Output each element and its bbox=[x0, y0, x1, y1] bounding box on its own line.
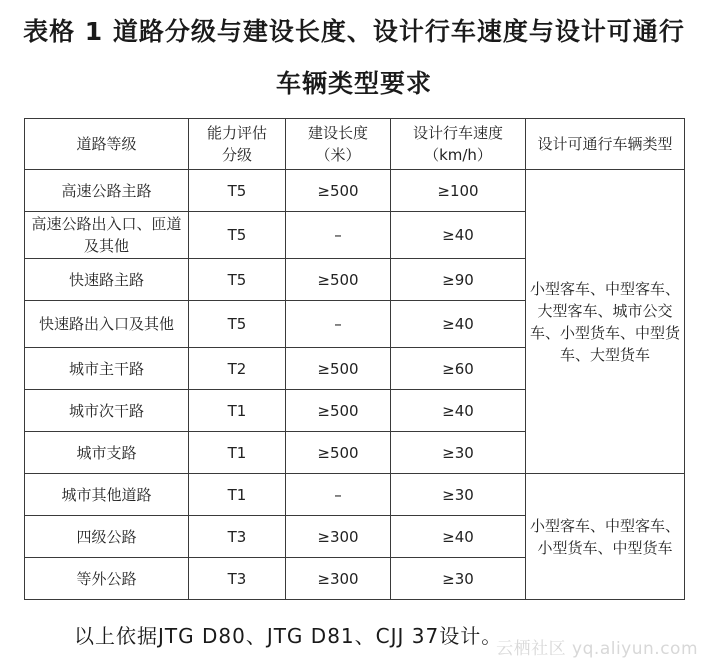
cell-grade: T1 bbox=[189, 432, 286, 474]
cell-length: ≥300 bbox=[286, 516, 391, 558]
cell-speed: ≥60 bbox=[391, 348, 526, 390]
watermark: 云栖社区 yq.aliyun.com bbox=[496, 639, 698, 659]
cell-length: ≥500 bbox=[286, 259, 391, 301]
table-title-line-1: 表格 1 道路分级与建设长度、设计行车速度与设计可通行 bbox=[23, 17, 685, 46]
cell-level: 快速路主路 bbox=[25, 259, 189, 301]
cell-length: ≥500 bbox=[286, 348, 391, 390]
header-speed-line-1: 设计行车速度 bbox=[412, 124, 503, 142]
cell-vehicle-group-2: 小型客车、中型客车、小型货车、中型货车 bbox=[526, 474, 685, 600]
cell-grade: T5 bbox=[189, 170, 286, 212]
cell-length: – bbox=[286, 212, 391, 259]
cell-level: 城市其他道路 bbox=[25, 474, 189, 516]
header-grade bbox=[189, 119, 286, 170]
cell-grade: T1 bbox=[189, 474, 286, 516]
cell-grade: T5 bbox=[189, 212, 286, 259]
cell-grade: T5 bbox=[189, 259, 286, 301]
cell-speed: ≥40 bbox=[391, 301, 526, 348]
road-classification-table bbox=[24, 118, 685, 600]
header-vehicle: 设计可通行车辆类型 bbox=[526, 119, 685, 170]
cell-level: 四级公路 bbox=[25, 516, 189, 558]
cell-grade: T3 bbox=[189, 558, 286, 600]
cell-grade: T2 bbox=[189, 348, 286, 390]
cell-vehicle-group-1: 小型客车、中型客车、大型客车、城市公交车、小型货车、中型货车、大型货车 bbox=[526, 170, 685, 474]
cell-speed: ≥30 bbox=[391, 558, 526, 600]
header-length bbox=[286, 119, 391, 170]
cell-speed: ≥40 bbox=[391, 390, 526, 432]
cell-level: 城市支路 bbox=[25, 432, 189, 474]
table-row bbox=[25, 474, 685, 516]
cell-level: 高速公路出入口、匝道及其他 bbox=[25, 212, 189, 259]
header-grade-line-2: 分级 bbox=[221, 146, 252, 164]
cell-speed: ≥30 bbox=[391, 474, 526, 516]
cell-level: 城市次干路 bbox=[25, 390, 189, 432]
cell-level: 快速路出入口及其他 bbox=[25, 301, 189, 348]
table-row bbox=[25, 170, 685, 212]
cell-length: ≥500 bbox=[286, 390, 391, 432]
cell-speed: ≥90 bbox=[391, 259, 526, 301]
cell-speed: ≥40 bbox=[391, 212, 526, 259]
header-row bbox=[25, 119, 685, 170]
cell-speed: ≥30 bbox=[391, 432, 526, 474]
cell-grade: T3 bbox=[189, 516, 286, 558]
header-grade-line-1: 能力评估 bbox=[206, 124, 267, 142]
cell-grade: T5 bbox=[189, 301, 286, 348]
table-title-line-2: 车辆类型要求 bbox=[275, 69, 432, 98]
cell-level: 等外公路 bbox=[25, 558, 189, 600]
header-length-line-2: （米） bbox=[315, 146, 361, 164]
cell-level: 城市主干路 bbox=[25, 348, 189, 390]
cell-length: ≥500 bbox=[286, 432, 391, 474]
cell-length: – bbox=[286, 301, 391, 348]
header-speed-line-2: （km/h） bbox=[424, 146, 492, 164]
header-level: 道路等级 bbox=[25, 119, 189, 170]
cell-grade: T1 bbox=[189, 390, 286, 432]
source-note: 以上依据JTG D80、JTG D81、CJJ 37设计。 bbox=[74, 624, 503, 648]
cell-speed: ≥40 bbox=[391, 516, 526, 558]
cell-level: 高速公路主路 bbox=[25, 170, 189, 212]
cell-length: ≥300 bbox=[286, 558, 391, 600]
header-length-line-1: 建设长度 bbox=[307, 124, 368, 142]
cell-speed: ≥100 bbox=[391, 170, 526, 212]
header-speed bbox=[391, 119, 526, 170]
cell-length: ≥500 bbox=[286, 170, 391, 212]
cell-length: – bbox=[286, 474, 391, 516]
